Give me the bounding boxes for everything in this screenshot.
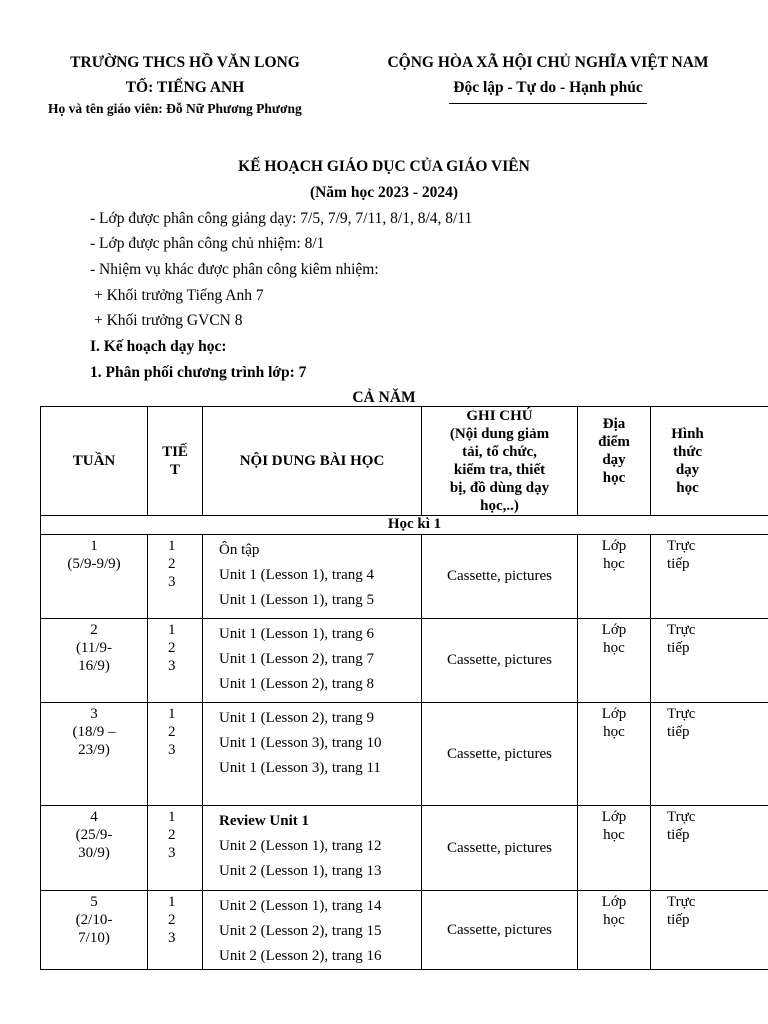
form-cell: Trực tiếp bbox=[651, 703, 768, 806]
week-cell: 4 (25/9- 30/9) bbox=[41, 806, 148, 891]
table-row bbox=[41, 806, 768, 891]
week-cell: 2 (11/9- 16/9) bbox=[41, 619, 148, 703]
note-cell: Cassette, pictures bbox=[422, 891, 578, 970]
teacher-name: Họ và tên giáo viên: Đỗ Nữ Phương Phương bbox=[48, 101, 302, 116]
week-cell: 3 (18/9 – 23/9) bbox=[41, 703, 148, 806]
section-teaching-plan: I. Kế hoạch dạy học: bbox=[90, 338, 227, 355]
place-cell: Lớp học bbox=[578, 806, 651, 891]
info-line-other-duties: - Nhiệm vụ khác được phân công kiêm nhiệm: bbox=[90, 261, 379, 278]
school-header bbox=[40, 50, 330, 100]
document-title: KẾ HOẠCH GIÁO DỤC CỦA GIÁO VIÊN bbox=[238, 158, 530, 175]
table-header-row bbox=[41, 407, 768, 516]
form-cell: Trực tiếp bbox=[651, 535, 768, 619]
nation-title: CỘNG HÒA XÃ HỘI CHỦ NGHĨA VIỆT NAM bbox=[387, 54, 709, 71]
curriculum-table bbox=[40, 406, 768, 970]
info-line-duty-2: + Khối trưởng GVCN 8 bbox=[94, 312, 243, 329]
header-content: NỘI DUNG BÀI HỌC bbox=[203, 407, 422, 516]
school-year: (Năm học 2023 - 2024) bbox=[309, 184, 459, 201]
period-cell: 1 2 3 bbox=[148, 535, 203, 619]
nation-motto: Độc lập - Tự do - Hạnh phúc bbox=[449, 75, 646, 104]
semester-row bbox=[41, 516, 768, 535]
table-row bbox=[41, 891, 768, 970]
school-name: TRƯỜNG THCS HỒ VĂN LONG bbox=[70, 54, 300, 71]
lesson-content-cell: Unit 2 (Lesson 1), trang 14 Unit 2 (Lesson 2), trang 15 Unit 2 (Lesson 2), trang 16 bbox=[203, 891, 422, 970]
info-line-homeroom: - Lớp được phân công chủ nhiệm: 8/1 bbox=[90, 235, 325, 252]
note-cell: Cassette, pictures bbox=[422, 535, 578, 619]
header-note: GHI CHÚ (Nội dung giảm tải, tổ chức, kiểm tra, thiết bị, đồ dùng dạy học,..) bbox=[422, 407, 578, 516]
header-period: TIẾ T bbox=[148, 407, 203, 516]
period-cell: 1 2 3 bbox=[148, 806, 203, 891]
header-week: TUẦN bbox=[41, 407, 148, 516]
section-curriculum: 1. Phân phối chương trình lớp: 7 bbox=[90, 364, 307, 381]
place-cell: Lớp học bbox=[578, 703, 651, 806]
lesson-content-cell: Unit 1 (Lesson 2), trang 9 Unit 1 (Lesson 3), trang 10 Unit 1 (Lesson 3), trang 11 bbox=[203, 703, 422, 806]
info-line-classes: - Lớp được phân công giảng dạy: 7/5, 7/9, 7/11, 8/1, 8/4, 8/11 bbox=[90, 210, 473, 227]
note-cell: Cassette, pictures bbox=[422, 703, 578, 806]
semester-label: Học kì 1 bbox=[41, 516, 768, 535]
place-cell: Lớp học bbox=[578, 891, 651, 970]
week-cell: 1 (5/9-9/9) bbox=[41, 535, 148, 619]
period-cell: 1 2 3 bbox=[148, 891, 203, 970]
lesson-content-cell: Ôn tập Unit 1 (Lesson 1), trang 4 Unit 1 (Lesson 1), trang 5 bbox=[203, 535, 422, 619]
note-cell: Cassette, pictures bbox=[422, 619, 578, 703]
form-cell: Trực tiếp bbox=[651, 619, 768, 703]
period-cell: 1 2 3 bbox=[148, 619, 203, 703]
lesson-content-cell: Review Unit 1 Unit 2 (Lesson 1), trang 12 Unit 2 (Lesson 1), trang 13 bbox=[203, 806, 422, 891]
info-line-duty-1: + Khối trưởng Tiếng Anh 7 bbox=[94, 287, 264, 304]
nation-header bbox=[362, 50, 734, 104]
header-place: Địa điểm dạy học bbox=[578, 407, 651, 516]
period-cell: 1 2 3 bbox=[148, 703, 203, 806]
week-cell: 5 (2/10- 7/10) bbox=[41, 891, 148, 970]
table-row bbox=[41, 703, 768, 806]
table-row bbox=[41, 619, 768, 703]
header-form: Hình thức dạy học bbox=[651, 407, 768, 516]
lesson-content-cell: Unit 1 (Lesson 1), trang 6 Unit 1 (Lesson 2), trang 7 Unit 1 (Lesson 2), trang 8 bbox=[203, 619, 422, 703]
form-cell: Trực tiếp bbox=[651, 806, 768, 891]
place-cell: Lớp học bbox=[578, 535, 651, 619]
department-name: TỐ: TIẾNG ANH bbox=[125, 79, 245, 96]
note-cell: Cassette, pictures bbox=[422, 806, 578, 891]
place-cell: Lớp học bbox=[578, 619, 651, 703]
table-row bbox=[41, 535, 768, 619]
form-cell: Trực tiếp bbox=[651, 891, 768, 970]
scope-label: CẢ NĂM bbox=[352, 389, 416, 406]
